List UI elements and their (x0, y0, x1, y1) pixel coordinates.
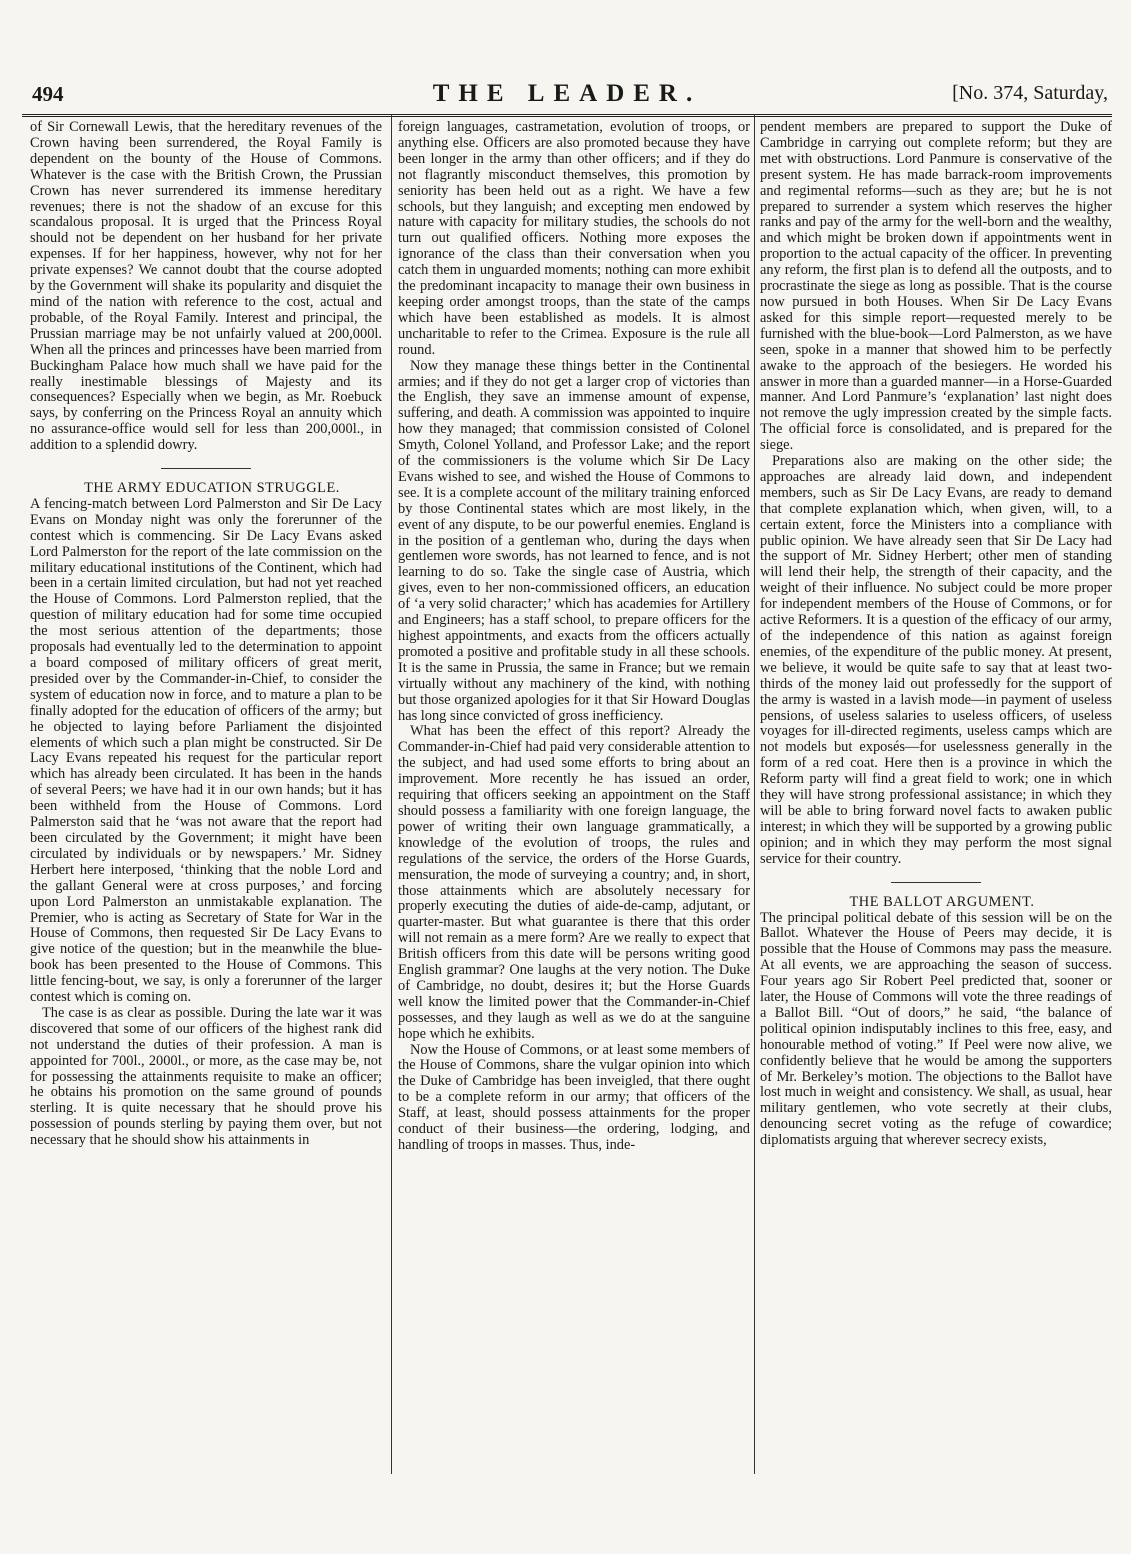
paragraph: pendent members are prepared to support the Duke of Cambridge in carrying out complete reform; but they are met with obstructions. Lord Panmure is conservative of the present system. He has made barrack-room improvements and regimental reforms—such as they are; but he is not prepared to surrender a system which reserves the higher ranks and pay of the army for the well-born and the wealthy, and which might be broken down if appointments went in proportion to the actual capacity of the officer. In preventing any reform, the first plan is to defend all the outposts, and to procrastinate the siege as long as possible. That is the course now pursued in both Houses. When Sir De Lacy Evans asked for this simple report—requested merely to be furnished with the blue-book—Lord Palmerston, as we have seen, spoke in a manner that showed him to be perfectly awake to the approach of the besiegers. He worded his answer in more than a guarded manner—in a Horse-Guarded manner. And Lord Panmure’s ‘explanation’ last night does not remove the ugly impression created by the simple facts. The official force is consolidated, and is prepared for the siege. (760, 120, 1112, 454)
section-heading: THE BALLOT ARGUMENT. (849, 893, 1035, 910)
paragraph: The case is as clear as possible. During the late war it was discovered that some of our officers of the highest rank did not understand the duties of their profession. A man is appointed for 700l., 2000l., or more, as the case may be, not for possessing the attainments requisite to make an officer; he obtains his promotion on the same ground of pounds sterling. It is quite necessary that he should prove his possession of pounds sterling by paying them over, but not necessary that he should show his attainments in (30, 1004, 382, 1149)
section-heading: THE ARMY EDUCATION STRUGGLE. (84, 480, 340, 497)
column-2 (398, 120, 750, 1550)
paragraph: A fencing-match between Lord Palmerston and Sir De Lacy Evans on Monday night was only the forerunner of the contest which is commencing. Sir De Lacy Evans asked Lord Palmerston for the report of the late commission on the military educational institutions of the Continent, which had been in a certain limited circulation, but had not yet reached the House of Commons. Lord Palmerston replied, that the question of military education had for some time occupied the most serious attention of the departments; those proposals had eventually led to the determination to appoint a board composed of military officers of great merit, presided over by the Commander-in-Chief, to consider the system of education now in force, and to mature a plan to be finally adopted for the education of officers of the army; but he objected to laying before Parliament the disjointed elements of which such a plan might be constructed. Sir De Lacy Evans repeated his request for the particular report which has already been circulated. It has been in the hands of several Peers; we have had it in our own hands; but it has been withheld from the House of Commons. Lord Palmerston said that he ‘was not aware that the report had been circulated by the Government; it might have been circulated by individuals or by newspapers.’ Mr. Sidney Herbert here interposed, ‘thinking that the noble Lord and the gallant General were at cross purposes,’ and forcing upon Lord Palmerston an unmistakable explanation. The Premier, who is acting as Secretary of State for War in the House of Commons, then requested Sir De Lacy Evans to give notice of the question; but in the meanwhile the blue-book has been presented to the House of Commons. This little fencing-bout, we say, is only a forerunner of the larger contest which is coming on. (30, 495, 382, 1006)
column-rule (391, 114, 392, 1474)
paragraph: foreign languages, castrametation, evolution of troops, or anything else. Officers are also promoted because they have been longer in the army than other officers; and if they do not flagrantly misconduct themselves, this promotion by seniority has been held out as a right. We have a few schools, but they languish; and excepting men endowed by nature with capacity for military studies, the schools do not turn out qualified officers. Nothing more exposes the ignorance of the class than their conversation when you catch them in unguarded moments; nothing can more exhibit the predominant incapacity to manage their own business in keeping order amongst troops, than the state of the camps which have been established as models. It is almost uncharitable to refer to the Crimea. Exposure is the rule all round. (398, 120, 750, 358)
paragraph: What has been the effect of this report? Already the Commander-in-Chief had paid very considerable attention to the subject, and had used some efforts to bring about an improvement. More recently he has issued an order, requiring that officers seeking an appointment on the Staff should possess a familiarity with one foreign language, the power of writing their own language grammatically, a knowledge of the evolution of troops, the rules and regulations of the service, the orders of the Horse Guards, mensuration, the mode of surveying a country; and, in short, those attainments which are absolutely necessary for properly executing the duties of aide-de-camp, adjutant, or quarter-master. But what guarantee is there that this order will not remain as a mere form? Are we really to expect that British officers from this date will be persons writing good English grammar? One laughs at the very notion. The Duke of Cambridge, no doubt, desires it; but the Horse Guards well know the limited power that the Commander-in-Chief possesses, and they laugh as well as we do at the sanguine hope which he exhibits. (398, 723, 750, 1042)
paragraph: The principal political debate of this session will be on the Ballot. Whatever the House of Peers may decide, it is possible that the House of Commons may pass the measure. At all events, we are approaching the season of success. Four years ago Sir Robert Peel predicted that, sooner or later, the House of Commons will vote the three readings of a Ballot Bill. “Out of doors,” he said, “the balance of political opinion indisputably inclines to this free, easy, and honourable method of voting.” If Peel were now alive, we confidently believe that he would be among the supporters of Mr. Berkeley’s motion. The objections to the Ballot have lost much in weight and consistency. We shall, as usual, hear military gentlemen, who vote secretly at their clubs, denouncing secret voting as the refuge of cowardice; diplomatists arguing that wherever secrecy exists, (760, 909, 1112, 1149)
paragraph: Now the House of Commons, or at least some members of the House of Commons, share the vulgar opinion into which the Duke of Cambridge has been inveigled, that there ought to be a complete reform in our army; that officers of the Staff, at least, should possess attainments for the proper conduct of their business—the ordering, lodging, and handling of troops in masses. Thus, inde- (398, 1041, 750, 1153)
newspaper-title: THE LEADER. (432, 80, 702, 107)
column-3 (760, 120, 1112, 1550)
section-divider (161, 468, 251, 469)
column-rule (754, 114, 755, 1474)
paragraph: of Sir Cornewall Lewis, that the hereditary revenues of the Crown having been surrendered, the Royal Family is dependent on the bounty of the House of Commons. Whatever is the case with the British Crown, the Prussian Crown has never surrendered its immense hereditary revenues; there is not the shadow of an excuse for this scandalous proposal. It is urged that the Princess Royal should not be dependent on her husband for her private expenses. If for her happiness, however, why not for her private expenses? We cannot doubt that the course adopted by the Government will shake its popularity and disquiet the mind of the nation with reference to the cost, actual and probable, of the Royal Family. Interest and principal, the Prussian marriage may be not unfairly valued at 200,000l. When all the princes and princesses have been married from Buckingham Palace how much shall we have paid for the really inestimable blessings of Majesty and its consequences? Especially when we begin, as Mr. Roebuck says, by conferring on the Princess Royal an annuity which no assurance-office would sell for less than 200,000l., in addition to a splendid dowry. (30, 120, 382, 454)
page-header (22, 80, 1112, 117)
section-divider (891, 882, 981, 883)
issue-number: [No. 374, Saturday, (952, 82, 1108, 104)
paragraph: Now they manage these things better in the Continental armies; and if they do not get a larger crop of victories than the English, they save an immense amount of expense, suffering, and death. A commission was appointed to inquire how they managed; that commission consisted of Colonel Smyth, Colonel Yolland, and Professor Lake; and the report of the commissioners is the volume which Sir De Lacy Evans wished to see, and wished the House of Commons to see. It is a complete account of the military training enforced by those Continental states which are most likely, in the event of any dispute, to be our powerful enemies. England is in the position of a gentleman who, during the days when gentlemen wore swords, has not learned to fence, and is not learning to do so. Take the single case of Austria, which gives, even to her non-commissioned officers, an education of ‘a very solid character;’ which has academies for Artillery and Engineers; has a staff school, to prepare officers for the highest appointments, and exacts from the officers actually promoted a positive and profitable study in all these schools. It is the same in Prussia, the same in France; but we remain virtually without any machinery of the kind, with nothing but those organized apologies for it that Sir Howard Douglas has long since convicted of gross inefficiency. (398, 357, 750, 724)
column-1 (30, 120, 382, 1550)
paragraph: Preparations also are making on the other side; the approaches are already laid down, and independent members, such as Sir De Lacy Evans, are ready to demand that complete explanation which, when given, will, to a certain extent, force the Ministers into a compliance with public opinion. We have already seen that Sir De Lacy had the support of Mr. Sidney Herbert; other men of standing will lend their help, the strength of their capacity, and the weight of their influence. No subject could be more proper for independent members of the House of Commons, or for active Reformers. It is a question of the efficacy of our army, of the independence of this nation as against foreign enemies, of the expenditure of the public money. At present, we believe, it would be quite safe to say that at least two-thirds of the money laid out professedly for the support of the army is wasted in a lavish mode—in payment of useless pensions, of useless salaries to useless officers, of useless voyages for ill-directed regiments, useless camps which are not models but exposés—for uselessness generally in the form of a red coat. Here then is a province in which the Reform party will find a great field to work; one in which they will have strong professional assistance; in which they will be able to bring forward novel facts to awaken public interest; in which they will be supported by a growing public opinion; and in which they may perform the most signal service for their country. (760, 453, 1112, 867)
page-number: 494 (32, 82, 64, 106)
